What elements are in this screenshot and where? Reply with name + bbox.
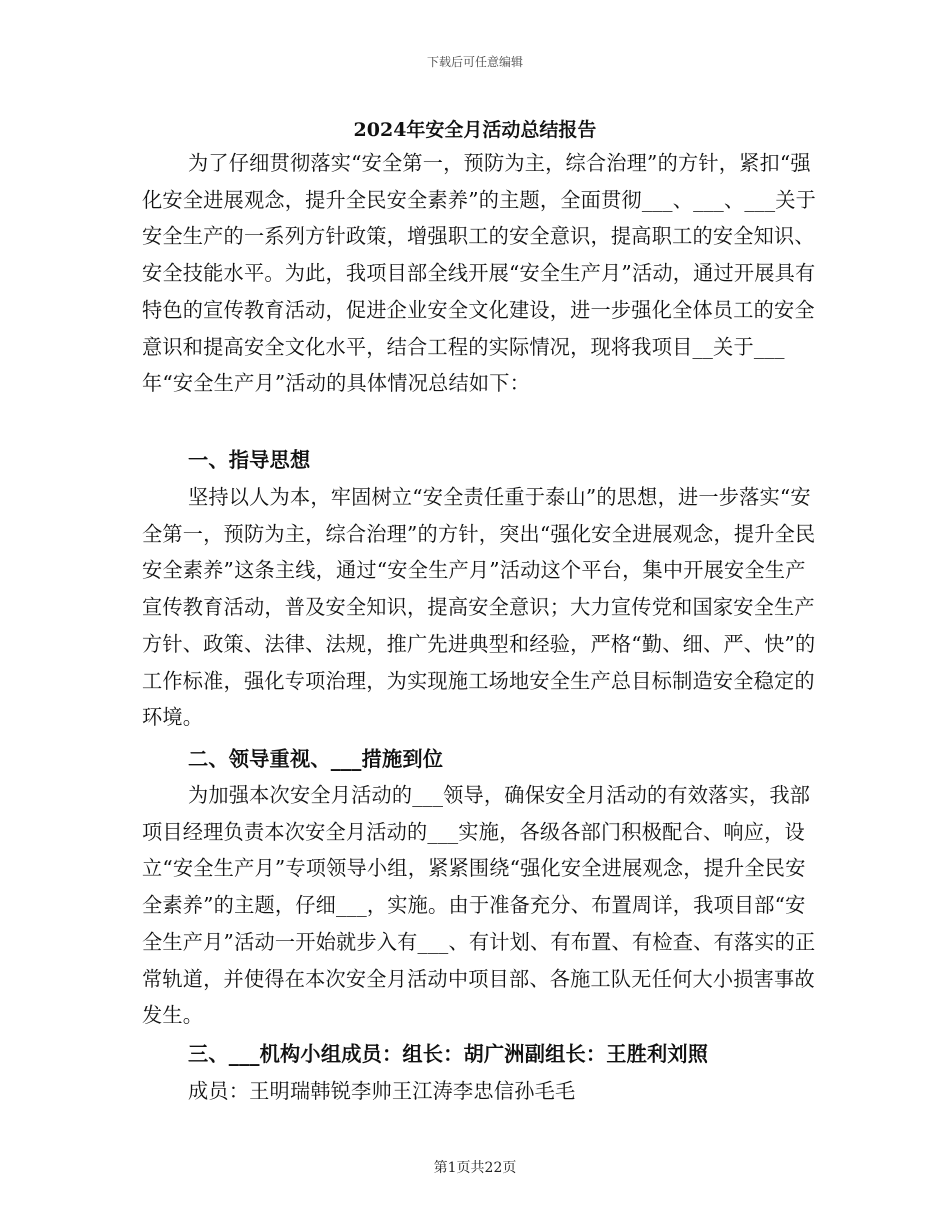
section-heading-1: 一、指导思想 bbox=[188, 448, 311, 472]
header-note: 下载后可任意编辑 bbox=[426, 55, 523, 69]
intro-paragraph: 为了仔细贯彻落实“安全第一，预防为主，综合治理”的方针，紧扣“强化安全进展观念，提升全民安全素养”的主题，全面贯彻___、___、___关于安全生产的一系列方针政策，增强职工的安全意识，提高职工的安全知识、安全技能水平。为此，我项目部全线开展“安全生产月”活动，通过开展具有特色的宣传教育活动，促进企业安全文化建设，进一步强化全体员工的安全意识和提高安全文化水平，结合工程的实际情况，现将我项目__关于___年“安全生产月”活动的具体情况总结如下： bbox=[142, 151, 817, 396]
section-heading-3: 三、___机构小组成员：组长：胡广洲副组长：王胜利刘照 bbox=[188, 1042, 709, 1066]
members-line: 成员：王明瑞韩锐李帅王江涛李忠信孙毛毛 bbox=[188, 1079, 576, 1103]
section-body-1: 坚持以人为本，牢固树立“安全责任重于泰山”的思想，进一步落实“安全第一，预防为主，综合治理”的方针，突出“强化安全进展观念，提升全民安全素养”这条主线，通过“安全生产月”活动这个平台，集中开展安全生产宣传教育活动，普及安全知识，提高安全意识；大力宣传党和国家安全生产方针、政策、法律、法规，推广先进典型和经验，严格“勤、细、严、快”的工作标准，强化专项治理，为实现施工场地安全生产总目标制造安全稳定的环境。 bbox=[142, 485, 816, 730]
section-body-2: 为加强本次安全月活动的___领导，确保安全月活动的有效落实，我部项目经理负责本次安全月活动的___实施，各级各部门积极配合、响应，设立“安全生产月”专项领导小组，紧紧围绕“强化安全进展观念，提升全民安全素养”的主题，仔细___，实施。由于准备充分、布置周详，我项目部“安全生产月”活动一开始就步入有___、有计划、有布置、有检查、有落实的正常轨道，并使得在本次安全月活动中项目部、各施工队无任何大小损害事故发生。 bbox=[142, 783, 816, 1028]
page-number: 第1页共22页 bbox=[433, 1160, 517, 1176]
section-heading-2: 二、领导重视、___措施到位 bbox=[188, 747, 444, 771]
document-title: 2024年安全月活动总结报告 bbox=[353, 119, 597, 141]
